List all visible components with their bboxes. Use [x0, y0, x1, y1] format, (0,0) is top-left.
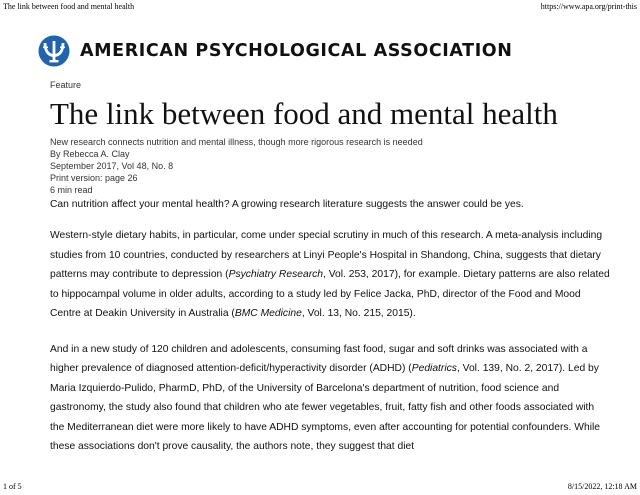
apa-psi-logo-icon: [38, 35, 70, 67]
print-header-url: https://www.apa.org/print-this: [540, 2, 637, 11]
article: [50, 80, 610, 473]
paragraph-text: , Vol. 253, 2017), for example. Dietary patterns are also related to hippocampal volume in older adults, according to a study led by Felice Jacka, PhD, director of the Food and Mood Centre at Deakin University in Australia (: [50, 269, 610, 319]
paragraph-text: Western-style dietary habits, in particular, come under special scrutiny in much of this research. A meta-analysis including studies from 10 countries, conducted by researchers at Linyi People's Hospital in Shandong, China, suggests that dietary patterns may contribute to depression (: [50, 230, 603, 280]
article-issue: September 2017, Vol 48, No. 8: [50, 161, 174, 171]
article-subtitle: New research connects nutrition and mental illness, though more rigorous research is needed: [50, 137, 423, 147]
print-version: Print version: page 26: [50, 173, 138, 183]
article-category-label: Feature: [50, 80, 82, 90]
citation-source: Psychiatry Research: [228, 269, 323, 280]
citation-source: Pediatrics: [411, 363, 457, 374]
brand-header: [38, 35, 513, 67]
article-lead: Can nutrition affect your mental health? A growing research literature suggests the answer could be yes.: [50, 199, 524, 210]
organization-name: AMERICAN PSYCHOLOGICAL ASSOCIATION: [80, 41, 513, 61]
citation-source: BMC Medicine: [234, 308, 302, 319]
article-paragraph: [50, 340, 610, 457]
article-title: The link between food and mental health: [50, 96, 558, 131]
paragraph-text: And in a new study of 120 children and adolescents, consuming fast food, sugar and soft drinks was associated with a higher prevalence of diagnosed attention-deficit/hyperactivity disorder (ADHD) (: [50, 343, 588, 374]
print-footer-page: 1 of 5: [3, 482, 22, 491]
paragraph-text: , Vol. 13, No. 215, 2015).: [301, 308, 416, 319]
paragraph-text: , Vol. 139, No. 2, 2017). Led by Maria Izquierdo-Pulido, PharmD, PhD, of the University of Barcelona's department of nutrition, food science and gastronomy, the study also found that children who ate fewer vegetables, fruit, fatty fish and other foods associated with the Mediterranean diet were more likely to have ADHD symptoms, even after accounting for potential confounders. While these associations don't prove causality, the authors note, they suggest that diet: [50, 363, 601, 452]
article-byline: By Rebecca A. Clay: [50, 149, 130, 159]
article-paragraph: [50, 226, 610, 324]
print-footer-datetime: 8/15/2022, 12:18 AM: [567, 482, 637, 491]
read-time: 6 min read: [50, 185, 93, 195]
print-header-title: The link between food and mental health: [3, 2, 135, 11]
